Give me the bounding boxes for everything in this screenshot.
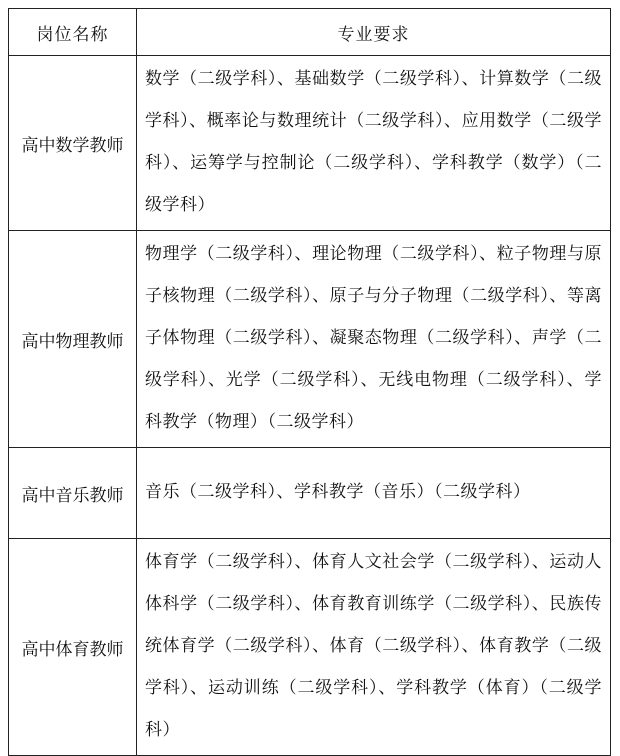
header-position: 岗位名称: [9, 9, 137, 56]
table-row: [9, 231, 611, 448]
position-cell: 高中物理教师: [9, 231, 137, 448]
requirement-cell: 体育学（二级学科）、体育人文社会学（二级学科）、运动人体科学（二级学科）、体育教育训练学（二级学科）、民族传统体育学（二级学科）、体育（二级学科）、体育教学（二级学科）、运动训练（二级学科）、学科教学（体育）（二级学科）: [137, 539, 611, 756]
position-cell: 高中体育教师: [9, 539, 137, 756]
requirement-cell: 数学（二级学科）、基础数学（二级学科）、计算数学（二级学科）、概率论与数理统计（二级学科）、应用数学（二级学科）、运筹学与控制论（二级学科）、学科教学（数学）（二级学科）: [137, 56, 611, 231]
header-requirement: 专业要求: [137, 9, 611, 56]
position-cell: 高中数学教师: [9, 56, 137, 231]
position-cell: 高中音乐教师: [9, 448, 137, 539]
table-row: [9, 448, 611, 539]
requirements-table: [8, 8, 611, 756]
table-row: [9, 539, 611, 756]
table-header-row: [9, 9, 611, 56]
table-row: [9, 56, 611, 231]
requirements-table-container: [8, 8, 610, 756]
requirement-cell: 音乐（二级学科）、学科教学（音乐）（二级学科）: [137, 448, 611, 539]
requirement-cell: 物理学（二级学科）、理论物理（二级学科）、粒子物理与原子核物理（二级学科）、原子与分子物理（二级学科）、等离子体物理（二级学科）、凝聚态物理（二级学科）、声学（二级学科）、光学（二级学科）、无线电物理（二级学科）、学科教学（物理）（二级学科）: [137, 231, 611, 448]
